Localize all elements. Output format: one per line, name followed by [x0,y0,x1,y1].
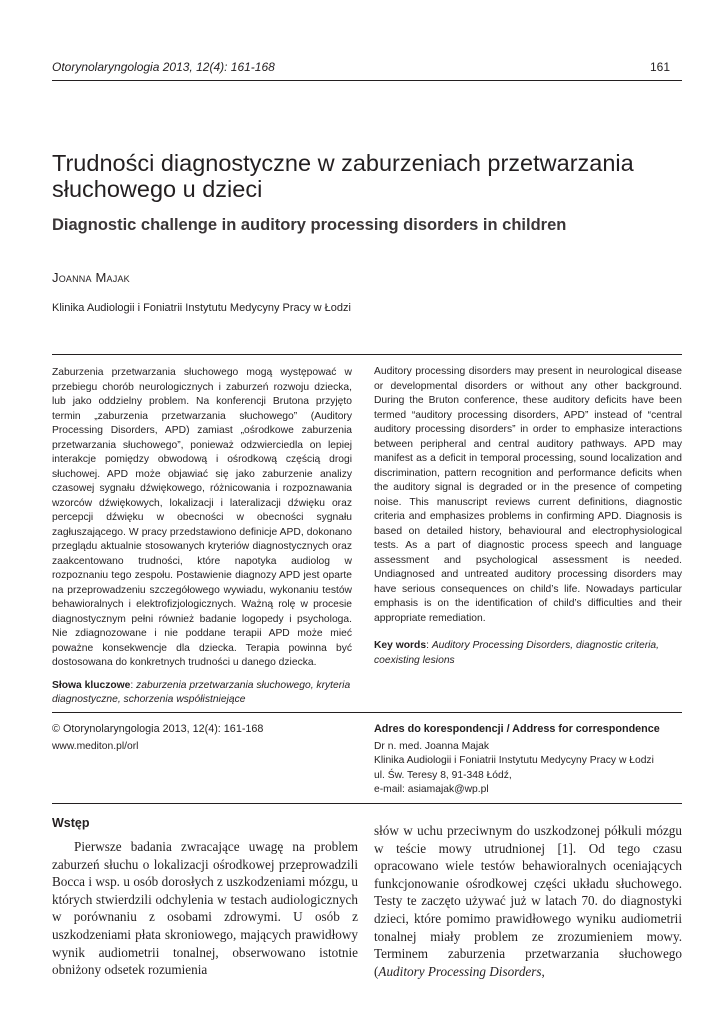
correspondence-heading: Adres do korespondencji / Address for correspondence [374,723,660,735]
keywords-english-list: Auditory Processing Disorders, diagnostic criteria, coexisting lesions [374,640,660,666]
body-right-italic: Auditory Processing Disorders [378,963,542,979]
abstract-polish [52,366,352,708]
body-paragraph-right [374,822,682,980]
body-top-rule [52,803,682,804]
correspondence-street: ul. Św. Teresy 8, 91-348 Łódź, [374,769,512,781]
correspondence-email[interactable]: e-mail: asiamajak@wp.pl [374,784,489,795]
correspondence-name: Dr n. med. Joanna Majak [374,740,490,752]
journal-url[interactable]: www.mediton.pl/orl [52,740,139,752]
body-column-right [374,822,682,980]
article-subtitle: Diagnostic challenge in auditory processing disorders in children [52,216,567,234]
running-head: Otorynolaryngologia 2013, 12(4): 161-168 [52,60,275,74]
abstract-english [374,365,682,668]
body-right-end: , [541,963,545,979]
info-top-rule [52,712,682,713]
keywords-english-label: Key words [374,640,427,651]
author-name: Joanna Majak [52,270,130,285]
header-rule [52,80,682,81]
body-paragraph-left: Pierwsze badania zwracające uwagę na problem zaburzeń słuchu o lokalizacji ośrodkowej przeprowadzili Bocca i wsp. u osób dorosłych z uszkodzeniami mózgu, u których stwierdzili odchylenia w testach audiologicznych w porównaniu z osobami zdrowymi. U osób z uszkodzeniami płata skroniowego, mających prawidłowy wynik audiometrii tonalnej, obserwowano istotnie obniżony odsetek rozumienia [52,839,358,978]
section-heading: Wstęp [52,816,90,830]
keywords-english: Key words: Auditory Processing Disorders, diagnostic criteria, coexisting lesions [374,640,660,666]
body-right-text: słów w uchu przeciwnym do uszkodzonej półkuli mózgu w teście mowy utrudnionej [1]. Od tego czasu opracowano wiele testów behawioralnych oceniających funkcjonowanie ośrodkowej części układu słuchowego. Testy te zaczęto używać już w latach 70. do diagnostyki dzieci, które pomimo prawidłowego wyniku audiometrii tonalnej miały problem ze zrozumieniem mowy. Terminem zaburzenia przetwarzania słuchowego ( [374,823,682,979]
correspondence-institution: Klinika Audiologii i Foniatrii Instytutu Medycyny Pracy w Łodzi [374,755,654,766]
citation-line: © Otorynolaryngologia 2013, 12(4): 161-168 [52,723,264,735]
article-title: Trudności diagnostyczne w zaburzeniach przetwarzania słuchowego u dzieci [52,150,634,202]
citation-block [52,722,352,754]
body-column-left [52,838,358,979]
author-affiliation: Klinika Audiologii i Foniatrii Instytutu Medycyny Pracy w Łodzi [52,302,351,314]
abstract-top-rule [52,354,682,355]
keywords-polish-label: Słowa kluczowe [52,679,131,691]
abstract-english-text: Auditory processing disorders may present in neurological disease or developmental disorders or without any other background. During the Bruton conference, these auditory deficits have been termed “auditory processing disorders, APD” instead of “central auditory processing disorders” in order to emphasize interactions between peripheral and central auditory pathways. APD may manifest as a deficit in temporal processing, sound localization and discrimination, pattern recognition and performance deficits when the auditory signal is degraded or in the presence of competing noise. This manuscript reviews current definitions, diagnostic criteria and emphasizes problems in confirming APD. Diagnosis is based on detailed history, behavioural and electrophysiological tests. As a part of diagnostic process speech and language assessment and psychological assessment is needed. Undiagnosed and untreated auditory processing disorders may have serious consequences on child’s life. Nowadays particular emphasis is on the identification of child’s difficulties and their appropriate remediation. [374,366,682,624]
abstract-polish-text: Zaburzenia przetwarzania słuchowego mogą występować w przebiegu chorób neurologicznych i zaburzeń rozwoju dziecka, lub jako oddzielny problem. Na konferencji Brutona przyjęto termin „zaburzenia przetwarzania słuchowego” (Auditory Processing Disorders, APD) zamiast „ośrodkowe zaburzenia przetwarzania słuchowego”, ponieważ odzwierciedla on lepiej interakcje pomiędzy obwodową i ośrodkową częścią drogi słuchowej. APD może objawiać się jako zaburzenie analizy czasowej sygnału dźwiękowego, różnicowania i rozpoznawania wzorców dźwiękowych, lokalizacji i lateralizacji dźwięku oraz percepcji dźwięku w obecności w obecności sygnału zagłuszającego. W pracy przedstawiono definicje APD, dokonano przeglądu aktualnie stosowanych kryteriów diagnostycznych oraz zaakcentowano trudności, które napotyka audiolog w rozpoznaniu tego zespołu. Postawienie diagnozy APD jest oparte na przeprowadzeniu szczegółowego wywiadu, wykonaniu testów behawioralnych i elektrofizjologicznych. Ważną rolę w procesie diagnostycznym pełni również badanie logopedy i psychologa. Nie zdiagnozowane i nie poddane terapii APD może mieć poważne konsekwencje dla dziecka. Terapia powinna być dostosowana do konkretnych trudności u danego dziecka. [52,367,352,668]
correspondence-block [374,722,684,798]
keywords-polish-list: zaburzenia przetwarzania słuchowego, kryteria diagnostyczne, schorzenia współistniejące [52,679,351,705]
keywords-polish: Słowa kluczowe: zaburzenia przetwarzania słuchowego, kryteria diagnostyczne, schorzenia współistniejące [52,679,351,705]
page-number: 161 [649,60,670,74]
